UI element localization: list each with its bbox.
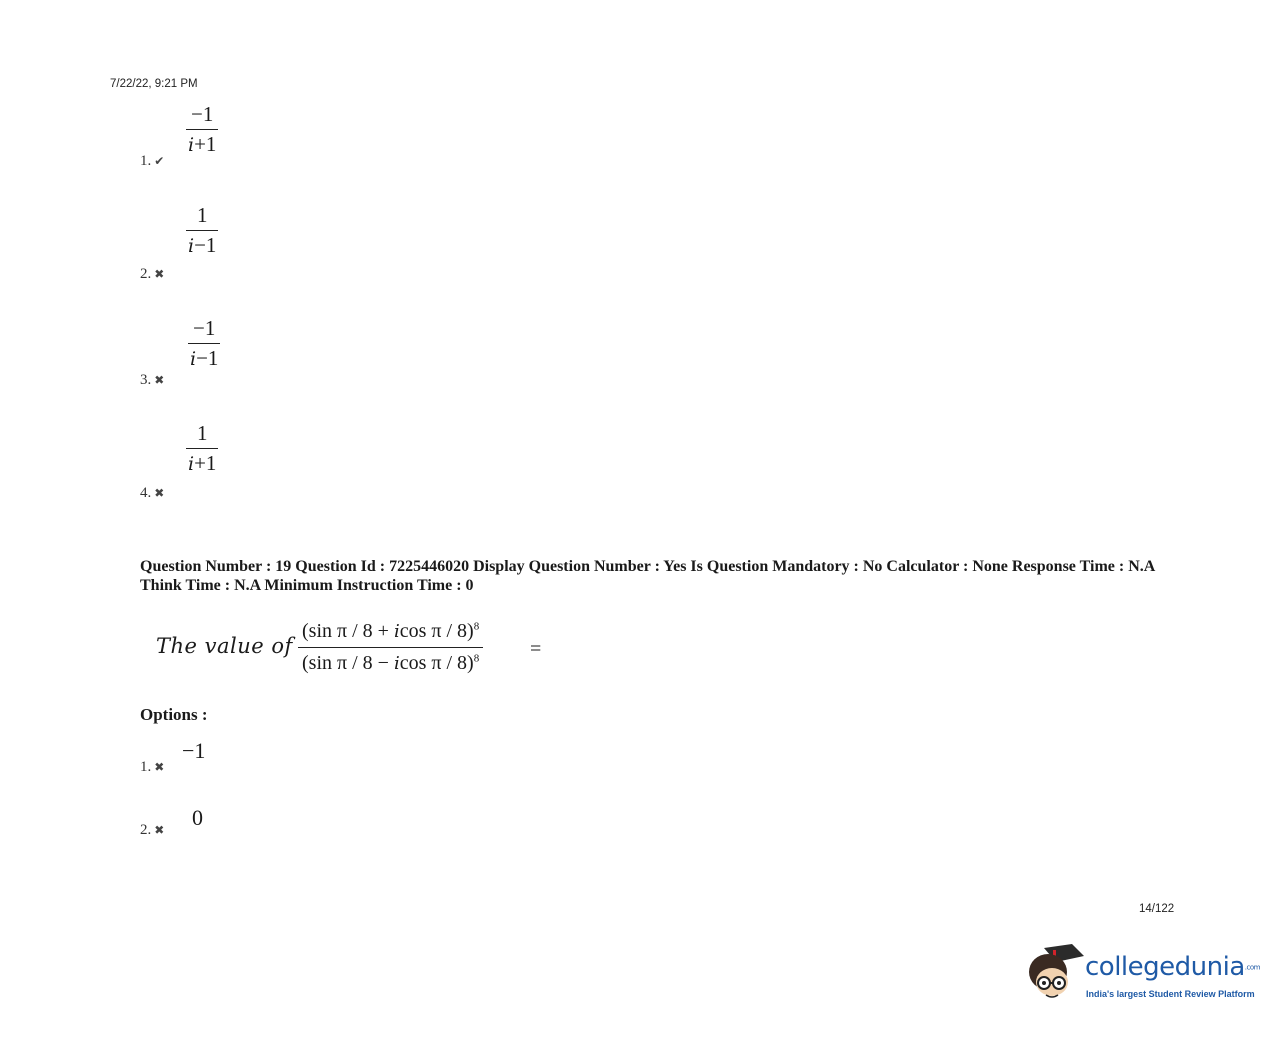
option-number: 1. [140, 153, 152, 169]
print-timestamp: 7/22/22, 9:21 PM [110, 78, 198, 90]
page-number: 14/122 [1139, 903, 1175, 915]
prev-option-2 [140, 265, 164, 283]
option-2 [140, 821, 164, 839]
wrong-cross-icon: ✖ [154, 267, 165, 281]
option-1 [140, 758, 164, 776]
option-number: 4. [140, 485, 152, 501]
correct-check-icon: ✔ [154, 154, 165, 168]
wrong-cross-icon: ✖ [154, 373, 165, 387]
option-1-value: −1 [182, 738, 206, 763]
prev-option-4 [140, 484, 164, 502]
option-number: 1. [140, 759, 152, 775]
prev-option-4-value: $\frac{1}{i+1}$ [188, 421, 217, 476]
prev-option-3-value: $\frac{-1}{i-1}$ [190, 316, 219, 371]
expression-denominator: (sin π / 8 − icos π / 8)$^8$ [302, 652, 480, 674]
brand-logo-text: collegedunia.com [1085, 952, 1260, 982]
question-expression [298, 620, 483, 675]
options-label: Options : [140, 705, 208, 724]
wrong-cross-icon: ✖ [154, 823, 165, 837]
prev-option-1-value: $\frac{-1}{i+1}$ [188, 102, 217, 157]
prev-option-3 [140, 371, 164, 389]
option-number: 2. [140, 266, 152, 282]
expression-numerator: (sin π / 8 + icos π / 8)$^8$ [298, 620, 483, 648]
brand-tagline: India's largest Student Review Platform [1086, 989, 1255, 999]
collegedunia-mascot-icon [1026, 940, 1086, 1004]
wrong-cross-icon: ✖ [154, 486, 165, 500]
question-text: The value of [156, 634, 293, 658]
prev-option-1 [140, 152, 164, 170]
option-number: 3. [140, 372, 152, 388]
prev-option-2-value: $\frac{1}{i-1}$ [188, 203, 217, 258]
option-number: 2. [140, 822, 152, 838]
wrong-cross-icon: ✖ [154, 760, 165, 774]
question-meta: Question Number : 19 Question Id : 7225446020 Display Question Number : Yes Is Question Mandatory : No Calculator : None Response Time : N.A Think Time : N.A Minimum Instruction Time : 0 [140, 558, 1155, 594]
equals-sign: = [530, 638, 542, 660]
option-2-value: 0 [192, 805, 203, 830]
